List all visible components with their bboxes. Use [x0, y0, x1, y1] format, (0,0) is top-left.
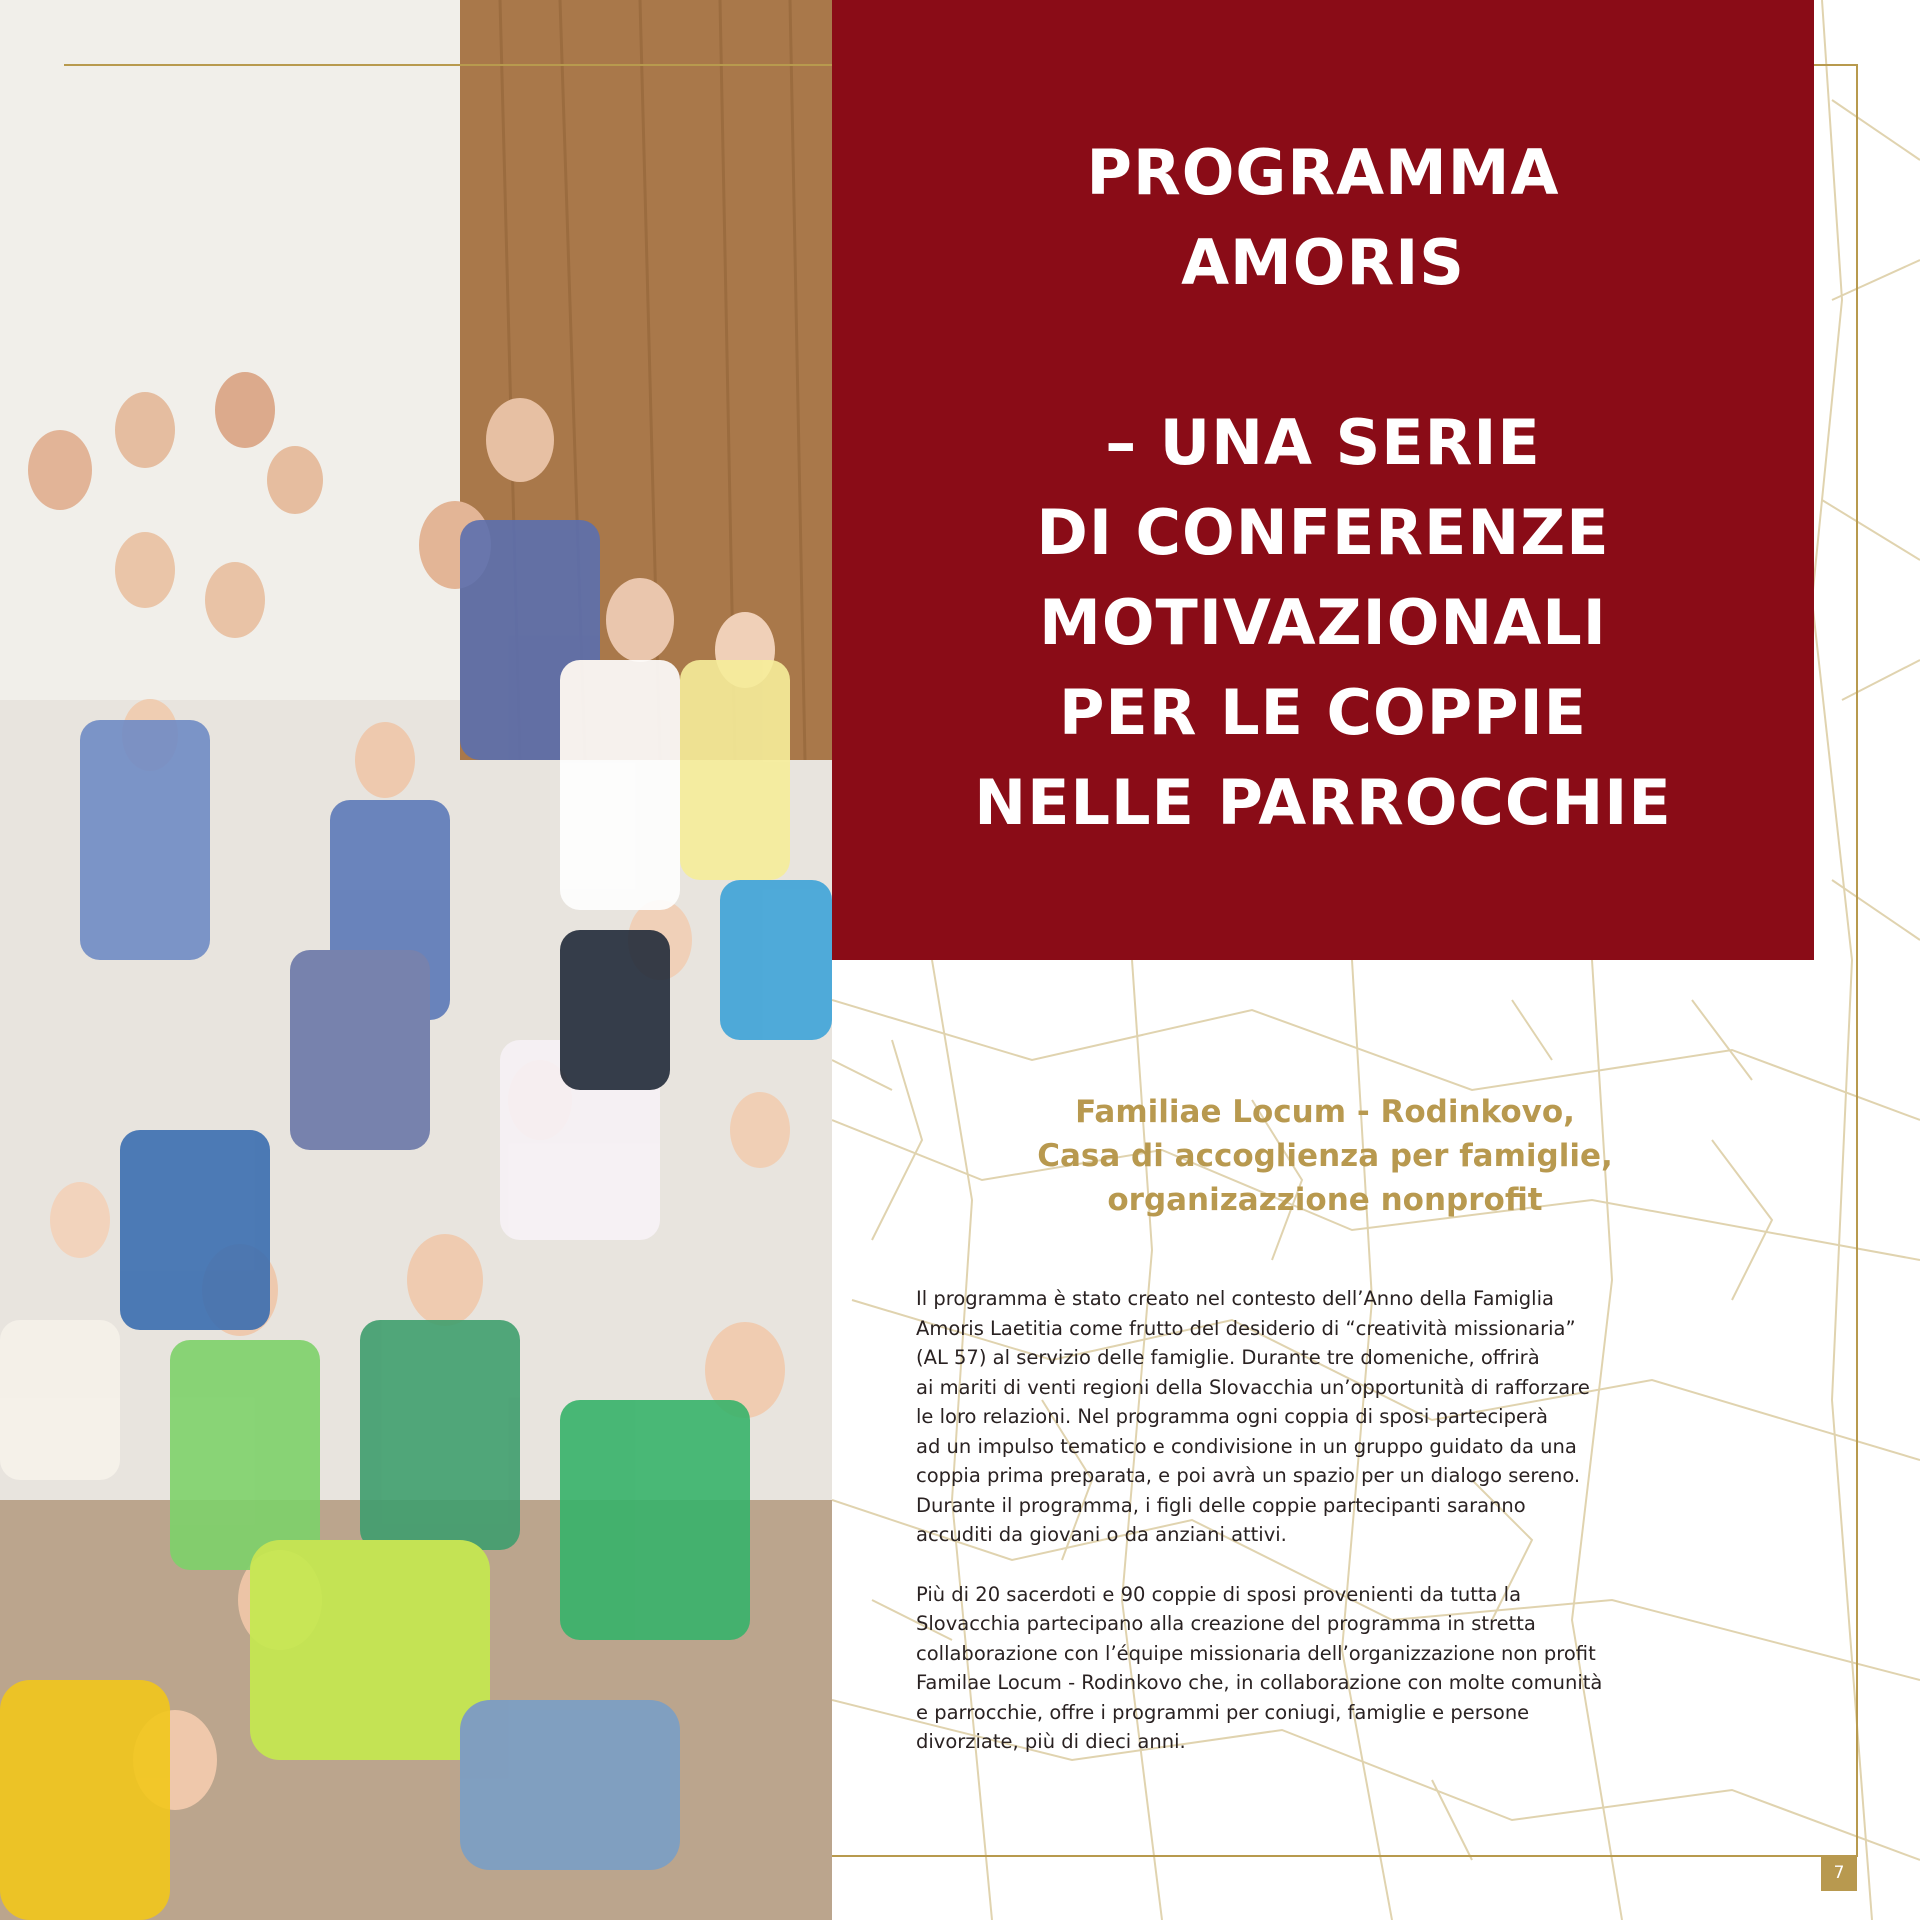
subtitle — [900, 1090, 1750, 1222]
title-line: PER LE COPPIE — [1058, 676, 1588, 749]
body-line: Amoris Laetitia come frutto del desiderio di “creatività missionaria” — [916, 1316, 1576, 1340]
body-line: accuditi da giovani o da anziani attivi. — [916, 1523, 1287, 1546]
body-line: e parrocchie, offre i programmi per coniugi, famiglie e persone — [916, 1700, 1530, 1724]
title-line: DI CONFERENZE — [1036, 496, 1610, 569]
body-line: ad un impulso tematico e condivisione in un gruppo guidato da una — [916, 1434, 1577, 1458]
body-line: divorziate, più di dieci anni. — [916, 1730, 1186, 1753]
body-paragraph-2 — [916, 1580, 1776, 1757]
frame-right-line — [1856, 64, 1858, 1856]
title-line: AMORIS — [1181, 226, 1465, 299]
body-line: Durante il programma, i figli delle coppie partecipanti saranno — [916, 1493, 1526, 1517]
body-line: Familae Locum - Rodinkovo che, in collaborazione con molte comunità — [916, 1671, 1603, 1694]
subtitle-line: organizazzione nonprofit — [1107, 1182, 1543, 1218]
group-photo-illustration — [0, 0, 832, 1920]
body-line: Più di 20 sacerdoti e 90 coppie di sposi provenienti da tutta la — [916, 1582, 1522, 1606]
body-line: le loro relazioni. Nel programma ogni coppia di sposi parteciperà — [916, 1405, 1548, 1428]
subtitle-line: Casa di accoglienza per famiglie, — [1037, 1138, 1613, 1174]
body-paragraph-1 — [916, 1284, 1776, 1550]
title-line: – UNA SERIE — [1105, 406, 1541, 479]
frame-bottom-line — [832, 1855, 1858, 1857]
body-line: Slovacchia partecipano alla creazione del programma in stretta — [916, 1612, 1536, 1635]
group-photo — [0, 0, 832, 1920]
body-line: collaborazione con l’équipe missionaria dell’organizzazione non profit — [916, 1641, 1596, 1665]
body-text — [916, 1284, 1776, 1787]
page-number: 7 — [1821, 1855, 1857, 1891]
page-title — [832, 128, 1814, 848]
body-line: (AL 57) al servizio delle famiglie. Durante tre domeniche, offrirà — [916, 1346, 1540, 1369]
title-line: MOTIVAZIONALI — [1039, 586, 1607, 659]
body-line: coppia prima preparata, e poi avrà un spazio per un dialogo sereno. — [916, 1464, 1581, 1487]
body-line: ai mariti di venti regioni della Slovacchia un’opportunità di rafforzare — [916, 1375, 1590, 1399]
body-line: Il programma è stato creato nel contesto dell’Anno della Famiglia — [916, 1287, 1554, 1310]
subtitle-line: Familiae Locum - Rodinkovo, — [1075, 1094, 1575, 1130]
title-line: PROGRAMMA — [1086, 136, 1560, 209]
title-line: NELLE PARROCCHIE — [974, 766, 1672, 839]
